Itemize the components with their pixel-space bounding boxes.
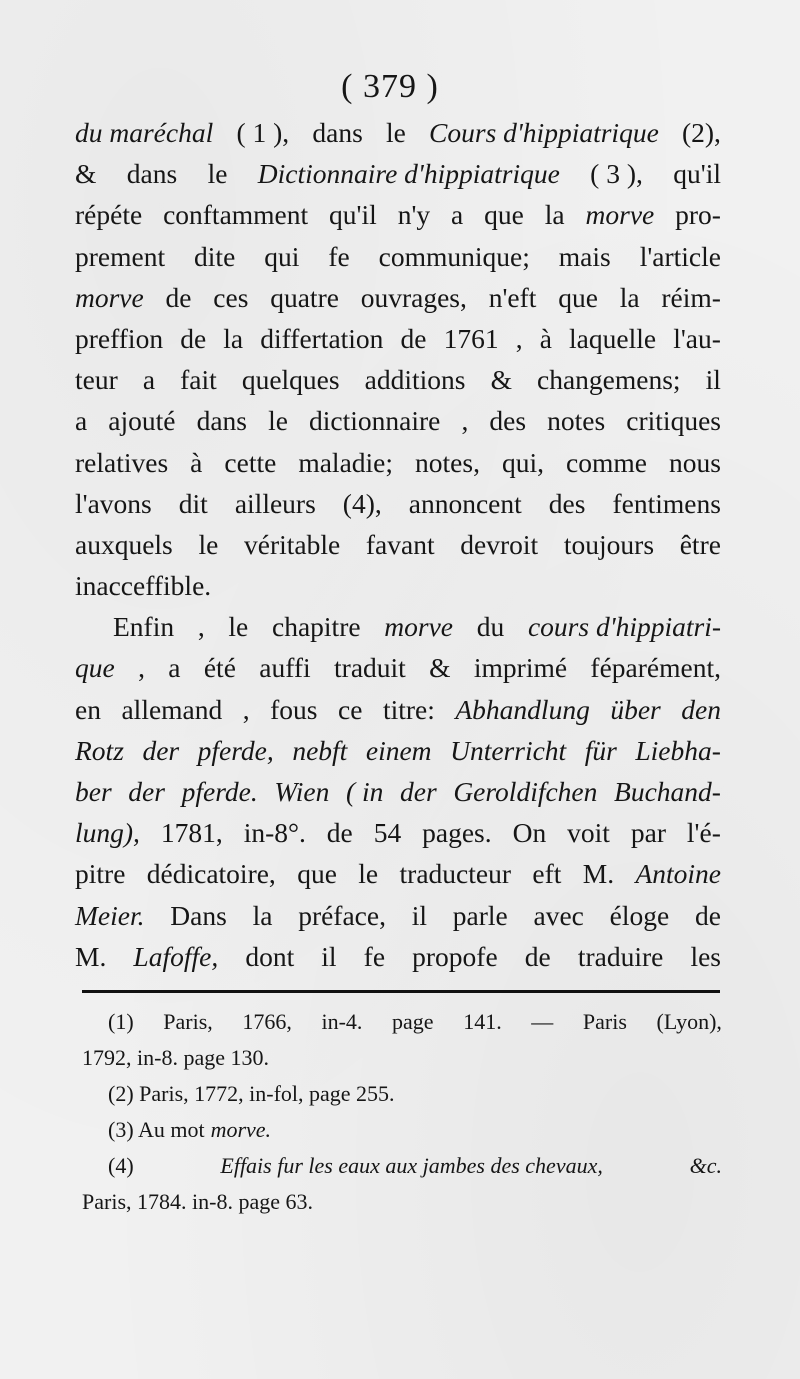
word: nebft: [292, 734, 348, 766]
word: in-4.: [321, 1009, 363, 1034]
word: a: [75, 405, 88, 437]
word: de: [165, 281, 192, 313]
word: de: [524, 940, 551, 972]
word: —: [531, 1009, 554, 1034]
word: pages.: [422, 817, 492, 849]
text-line: [75, 647, 721, 688]
word: mais: [558, 240, 611, 272]
word: toujours: [563, 528, 655, 560]
word: du maréchal: [75, 117, 214, 148]
word: ber: [75, 776, 112, 807]
word: der: [142, 734, 180, 766]
word: véritable: [244, 528, 341, 560]
text-line: [75, 812, 721, 853]
word: ouvrages,: [360, 281, 467, 313]
word: que: [558, 281, 598, 313]
word: morve: [384, 611, 454, 643]
footnote-line: [82, 1004, 722, 1040]
word: changemens;: [537, 364, 681, 396]
word: 54: [373, 817, 402, 849]
word: pferde,: [197, 734, 274, 766]
word: ( 3 ),: [590, 158, 643, 190]
word: M.: [582, 858, 615, 890]
word: réim-: [661, 281, 721, 313]
text-line: [75, 483, 721, 524]
word: critiques: [626, 405, 721, 437]
word: 1781,: [160, 817, 223, 849]
word: dédicatoire,: [146, 858, 276, 890]
word: fait: [180, 364, 217, 396]
word: fentimens: [612, 487, 721, 519]
text-line: [75, 153, 721, 194]
word: ces: [213, 281, 249, 313]
word: laquelle: [569, 322, 657, 354]
word: qu'il: [673, 158, 721, 190]
word: pro-: [675, 199, 721, 231]
word: Dans: [170, 899, 227, 931]
word: ,: [242, 693, 250, 725]
word: additions: [364, 364, 466, 396]
text-line: [75, 730, 721, 771]
word: Paris, 1784. in-8. page 63.: [82, 1189, 313, 1214]
text-line: [75, 318, 721, 359]
text-line: [75, 565, 721, 606]
word: qu'il: [329, 199, 377, 231]
word: la: [619, 281, 640, 313]
word: que: [297, 858, 337, 890]
word: den: [681, 693, 721, 725]
word: des: [548, 487, 586, 519]
text-line: [75, 359, 721, 400]
word: répéte: [75, 199, 143, 231]
text-line: [75, 853, 721, 894]
word: für: [584, 734, 617, 766]
word: pferde.: [181, 776, 258, 807]
word: M.: [75, 940, 107, 972]
word: le: [228, 611, 249, 643]
page-number: ( 379 ): [341, 68, 439, 105]
word: traduire: [577, 940, 664, 972]
footnote-line: [82, 1112, 722, 1148]
word: 141.: [463, 1009, 502, 1034]
text-line: [75, 606, 721, 647]
word: in-8°.: [243, 817, 306, 849]
word: On: [512, 817, 547, 849]
word: Liebha-: [635, 734, 721, 766]
footnote-line: [82, 1148, 722, 1184]
word: eft: [532, 858, 562, 890]
word: le: [358, 858, 379, 890]
word: la: [223, 322, 244, 354]
text-line: [75, 400, 721, 441]
word: n'eft: [488, 281, 537, 313]
word: 1766,: [242, 1009, 292, 1034]
word: Unterricht: [450, 734, 567, 766]
word: (4),: [342, 487, 382, 519]
word: qui: [264, 240, 300, 272]
word: Rotz: [75, 734, 124, 766]
word: &c.: [689, 1153, 722, 1178]
word: nous: [668, 446, 721, 478]
word: dans: [312, 117, 363, 148]
word: Wien: [274, 776, 330, 807]
word: Buchand-: [614, 776, 721, 807]
word: à: [539, 322, 552, 354]
word: devroit: [460, 528, 539, 560]
word: fe: [328, 240, 350, 272]
word: fous: [270, 693, 318, 725]
word: fe: [363, 940, 386, 972]
word: quatre: [270, 281, 339, 313]
word: morve: [75, 281, 144, 313]
word: le: [385, 117, 406, 148]
word: le: [268, 405, 288, 437]
word: &: [75, 158, 97, 190]
word: du: [476, 611, 505, 643]
word: differtation: [260, 322, 384, 354]
word: &: [429, 652, 451, 684]
text-line: [75, 895, 721, 936]
word: pitre: [75, 858, 126, 890]
word: imprimé: [473, 652, 568, 684]
word: (Lyon),: [656, 1009, 722, 1034]
word: de: [694, 899, 721, 931]
word: il: [705, 364, 721, 396]
word: dictionnaire: [309, 405, 441, 437]
text-line: [75, 771, 721, 812]
word: propofe: [412, 940, 498, 972]
word: prement: [75, 240, 166, 272]
word: (3) Au mot: [108, 1117, 205, 1142]
word: il: [321, 940, 337, 972]
word: (4): [108, 1153, 134, 1178]
word: Geroldifchen: [453, 776, 598, 807]
word: le: [198, 528, 219, 560]
footnote-line: [82, 1184, 722, 1220]
word: einem: [365, 734, 432, 766]
word: quelques: [241, 364, 340, 396]
word: ,: [461, 405, 469, 437]
word: relatives: [75, 446, 169, 478]
word: féparément,: [590, 652, 721, 684]
word: (2),: [681, 117, 721, 148]
word: ( 1 ),: [236, 117, 290, 148]
text-line: [75, 936, 721, 977]
word: l'é-: [686, 817, 721, 849]
word: ce: [338, 693, 363, 725]
word: n'y: [397, 199, 431, 231]
word: 1761: [443, 322, 499, 354]
word: dit: [178, 487, 208, 519]
word: inacceffible.: [75, 570, 212, 602]
word: ajouté: [108, 405, 176, 437]
text-line: [75, 194, 721, 235]
word: Abhandlung: [455, 693, 590, 725]
word: Effais fur les eaux aux jambes des chevaux,: [220, 1153, 603, 1178]
word: ( in: [345, 776, 384, 807]
word: auffi: [259, 652, 311, 684]
word: (1): [108, 1009, 134, 1034]
word: éloge: [609, 899, 670, 931]
word: Meier.: [75, 899, 145, 931]
word: a: [451, 199, 464, 231]
word: dans: [196, 405, 247, 437]
text-line: [75, 277, 721, 318]
word: qui,: [501, 446, 544, 478]
word: page: [392, 1009, 434, 1034]
word: la: [252, 899, 273, 931]
word: traduit: [334, 652, 406, 684]
word: comme: [566, 446, 647, 478]
word: avec: [533, 899, 584, 931]
word: de: [326, 817, 353, 849]
word: à: [190, 446, 203, 478]
word: maladie;: [298, 446, 394, 478]
word: l'avons: [75, 487, 152, 519]
word: morve.: [210, 1117, 272, 1142]
word: dans: [126, 158, 178, 190]
word: Cours d'hippiatrique: [429, 117, 659, 148]
word: de: [180, 322, 207, 354]
word: parle: [452, 899, 508, 931]
footnote-divider: [82, 990, 720, 993]
word: cours d'hippiatri-: [527, 611, 721, 643]
word: annoncent: [408, 487, 522, 519]
word: ,: [197, 611, 205, 643]
text-line: [75, 236, 721, 277]
word: favant: [365, 528, 435, 560]
footnotes: [82, 1004, 722, 1220]
word: conftamment: [163, 199, 309, 231]
word: communique;: [378, 240, 530, 272]
word: l'article: [639, 240, 721, 272]
word: de: [400, 322, 427, 354]
word: auxquels: [75, 528, 173, 560]
word: préface,: [298, 899, 386, 931]
word: cette: [224, 446, 277, 478]
word: a: [142, 364, 156, 396]
word: le: [207, 158, 228, 190]
word: Antoine: [635, 858, 721, 890]
word: dont: [245, 940, 295, 972]
word: ,: [515, 322, 523, 354]
word: être: [679, 528, 721, 560]
word: morve: [585, 199, 655, 231]
word: teur: [75, 364, 118, 396]
word: der: [128, 776, 165, 807]
word: Lafoffe,: [133, 940, 219, 972]
text-line: [75, 689, 721, 730]
text-line: [75, 524, 721, 565]
main-text: [75, 112, 721, 977]
word: que: [484, 199, 524, 231]
word: titre:: [382, 693, 435, 725]
word: dite: [194, 240, 236, 272]
word: 1792, in-8. page 130.: [82, 1045, 269, 1070]
word: notes,: [415, 446, 480, 478]
word: &: [490, 364, 512, 396]
word: Dictionnaire d'hippiatrique: [257, 158, 560, 190]
word: (2) Paris, 1772, in-fol, page 255.: [108, 1081, 395, 1106]
word: chapitre: [272, 611, 361, 643]
word: voit: [567, 817, 610, 849]
word: Paris: [582, 1009, 627, 1034]
word: en: [75, 693, 101, 725]
word: a: [168, 652, 181, 684]
word: des: [489, 405, 527, 437]
word: der: [400, 776, 437, 807]
word: ailleurs: [234, 487, 316, 519]
footnote-line: [82, 1040, 722, 1076]
word: allemand: [121, 693, 223, 725]
word: Paris,: [163, 1009, 213, 1034]
word: été: [203, 652, 236, 684]
word: preffion: [75, 322, 164, 354]
word: que: [75, 652, 115, 684]
footnote-line: [82, 1076, 722, 1112]
word: il: [411, 899, 427, 931]
word: über: [610, 693, 661, 725]
word: lung),: [75, 817, 140, 849]
text-line: [75, 442, 721, 483]
word: traducteur: [399, 858, 511, 890]
text-line: [75, 112, 721, 153]
word: l'au-: [673, 322, 721, 354]
word: Enfin: [113, 611, 175, 643]
word: les: [690, 940, 721, 972]
word: ,: [138, 652, 145, 684]
word: notes: [547, 405, 606, 437]
word: la: [544, 199, 565, 231]
word: par: [630, 817, 666, 849]
